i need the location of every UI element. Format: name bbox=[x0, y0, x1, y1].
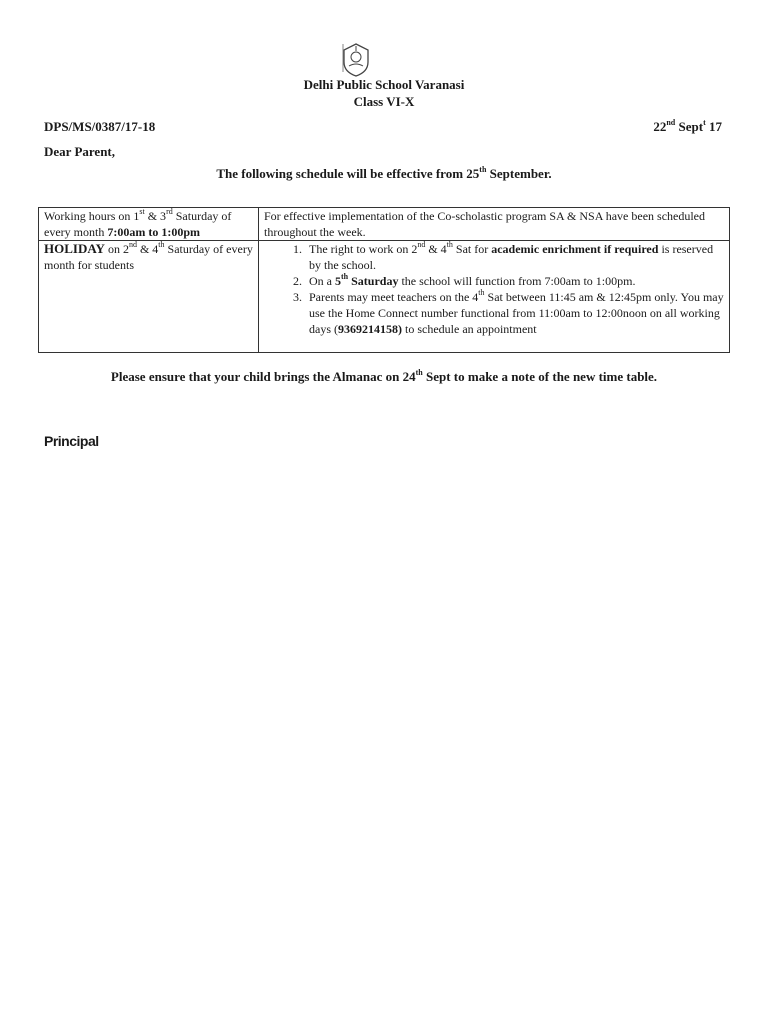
school-name: Delhi Public School Varanasi bbox=[303, 77, 465, 92]
effective-notice: The following schedule will be effective from 25th September. bbox=[216, 164, 552, 181]
holiday-cell: HOLIDAY on 2nd & 4th Saturday of every month for students bbox=[39, 241, 259, 353]
class-range: Class VI-X bbox=[353, 94, 415, 109]
letter-date: 22nd Sept$^t$ 17 bbox=[653, 117, 722, 134]
greeting: Dear Parent, bbox=[44, 144, 115, 159]
reference-number: DPS/MS/0387/17-18 bbox=[44, 119, 156, 134]
working-hours-cell: Working hours on 1st & 3rd Saturday of every month 7:00am to 1:00pm bbox=[39, 208, 259, 241]
rules-cell bbox=[259, 241, 730, 353]
rules-list bbox=[264, 241, 724, 337]
school-crest-icon bbox=[341, 42, 371, 78]
coscholastic-note-cell: For effective implementation of the Co-scholastic program SA & NSA have been scheduled throughout the week. bbox=[259, 208, 730, 241]
list-item: 1. The right to work on 2nd & 4th Sat for academic enrichment if required is reserved by the school. bbox=[305, 241, 724, 273]
table-row bbox=[39, 208, 730, 241]
almanac-notice: Please ensure that your child brings the Almanac on 24th Sept to make a note of the new time table. bbox=[110, 367, 658, 384]
list-item: 2. On a 5th Saturday the school will function from 7:00am to 1:00pm. bbox=[305, 273, 724, 289]
list-item: 3. Parents may meet teachers on the 4th Sat between 11:45 am & 12:45pm only. You may use the Home Connect number functional from 11:00am to 12:00noon on all working days (9369214158) to schedule an appointment bbox=[305, 289, 724, 337]
table-row bbox=[39, 241, 730, 353]
schedule-table bbox=[38, 207, 730, 353]
signature: Principal bbox=[44, 433, 99, 449]
